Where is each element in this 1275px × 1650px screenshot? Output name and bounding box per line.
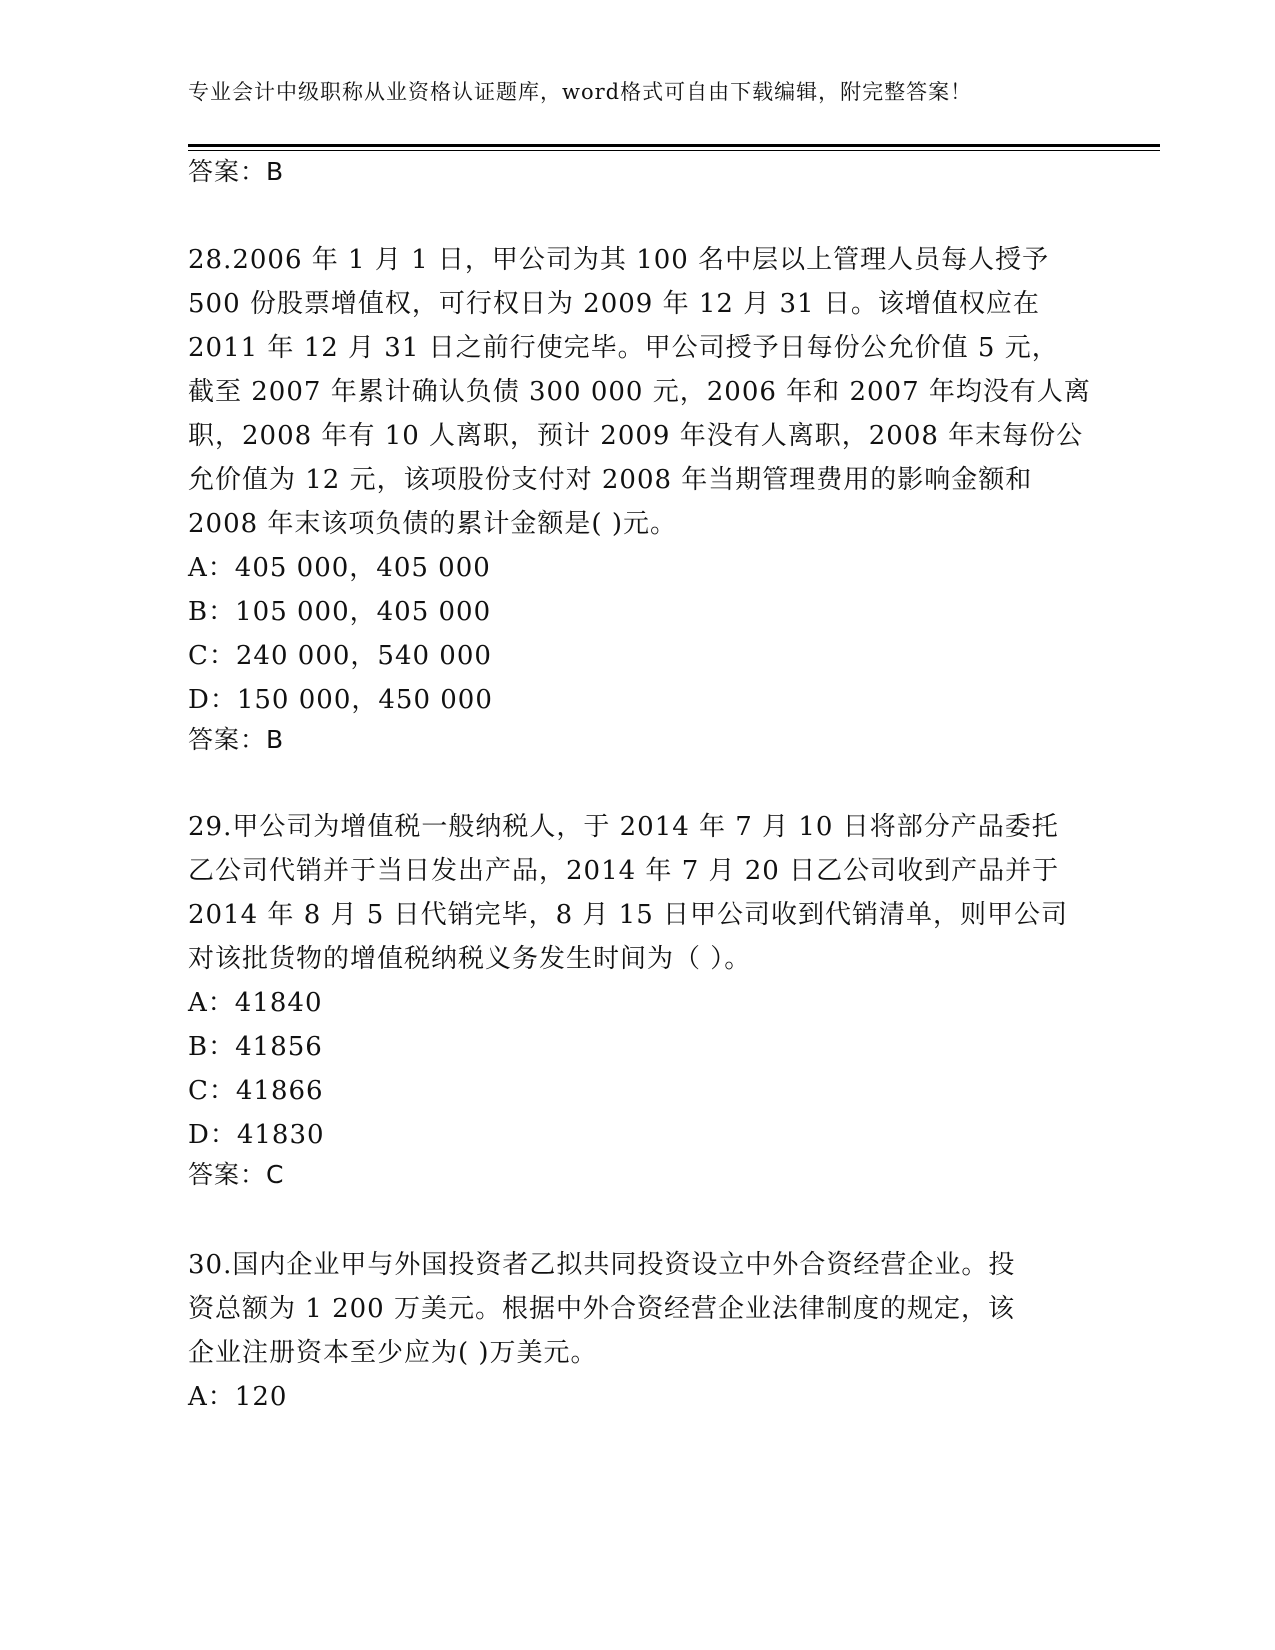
question-text-line: 500 份股票增值权，可行权日为 2009 年 12 月 31 日。该增值权应在 <box>188 289 1040 319</box>
question-text-line: 企业注册资本至少应为( )万美元。 <box>188 1338 598 1368</box>
answer-27 <box>188 157 284 187</box>
answer-label: 答案： <box>188 725 267 754</box>
question-text-line: 允价值为 12 元，该项股份支付对 2008 年当期管理费用的影响金额和 <box>188 465 1033 495</box>
question-text-line: 截至 2007 年累计确认负债 300 000 元，2006 年和 2007 年均没有人离 <box>188 377 1091 407</box>
option-d: D：41830 <box>188 1120 325 1150</box>
option-c: C：240 000，540 000 <box>188 641 492 671</box>
answer-label: 答案： <box>188 1160 267 1189</box>
question-text-line: 2008 年末该项负债的累计金额是( )元。 <box>188 509 677 539</box>
option-b: B：41856 <box>188 1032 323 1062</box>
page-header-text: 专业会计中级职称从业资格认证题库，word格式可自由下载编辑，附完整答案！ <box>188 80 973 104</box>
option-b: B：105 000，405 000 <box>188 597 492 627</box>
answer-value: B <box>266 157 285 186</box>
question-text-line: 28.2006 年 1 月 1 日，甲公司为其 100 名中层以上管理人员每人授予 <box>188 245 1050 275</box>
question-text-line: 2011 年 12 月 31 日之前行使完毕。甲公司授予日每份公允价值 5 元， <box>188 333 1059 363</box>
answer-value: B <box>266 725 285 754</box>
header-rule-thin <box>188 150 1160 151</box>
question-text-line: 资总额为 1 200 万美元。根据中外合资经营企业法律制度的规定，该 <box>188 1294 1015 1324</box>
answer-value: C <box>266 1160 285 1189</box>
answer-28 <box>188 725 284 755</box>
option-a: A：405 000，405 000 <box>188 553 491 583</box>
question-text-line: 职，2008 年有 10 人离职，预计 2009 年没有人离职，2008 年末每份公 <box>188 421 1084 451</box>
option-a: A：120 <box>188 1382 288 1412</box>
answer-label: 答案： <box>188 157 267 186</box>
question-text-line: 2014 年 8 月 5 日代销完毕，8 月 15 日甲公司收到代销清单，则甲公司 <box>188 900 1068 930</box>
option-d: D：150 000，450 000 <box>188 685 493 715</box>
question-text-line: 对该批货物的增值税纳税义务发生时间为（ ）。 <box>188 944 752 974</box>
question-text-line: 30.国内企业甲与外国投资者乙拟共同投资设立中外合资经营企业。投 <box>188 1250 1016 1280</box>
answer-29 <box>188 1160 284 1190</box>
option-a: A：41840 <box>188 988 323 1018</box>
option-c: C：41866 <box>188 1076 324 1106</box>
question-text-line: 乙公司代销并于当日发出产品，2014 年 7 月 20 日乙公司收到产品并于 <box>188 856 1060 886</box>
header-rule-thick <box>188 144 1160 147</box>
question-text-line: 29.甲公司为增值税一般纳税人，于 2014 年 7 月 10 日将部分产品委托 <box>188 812 1059 842</box>
